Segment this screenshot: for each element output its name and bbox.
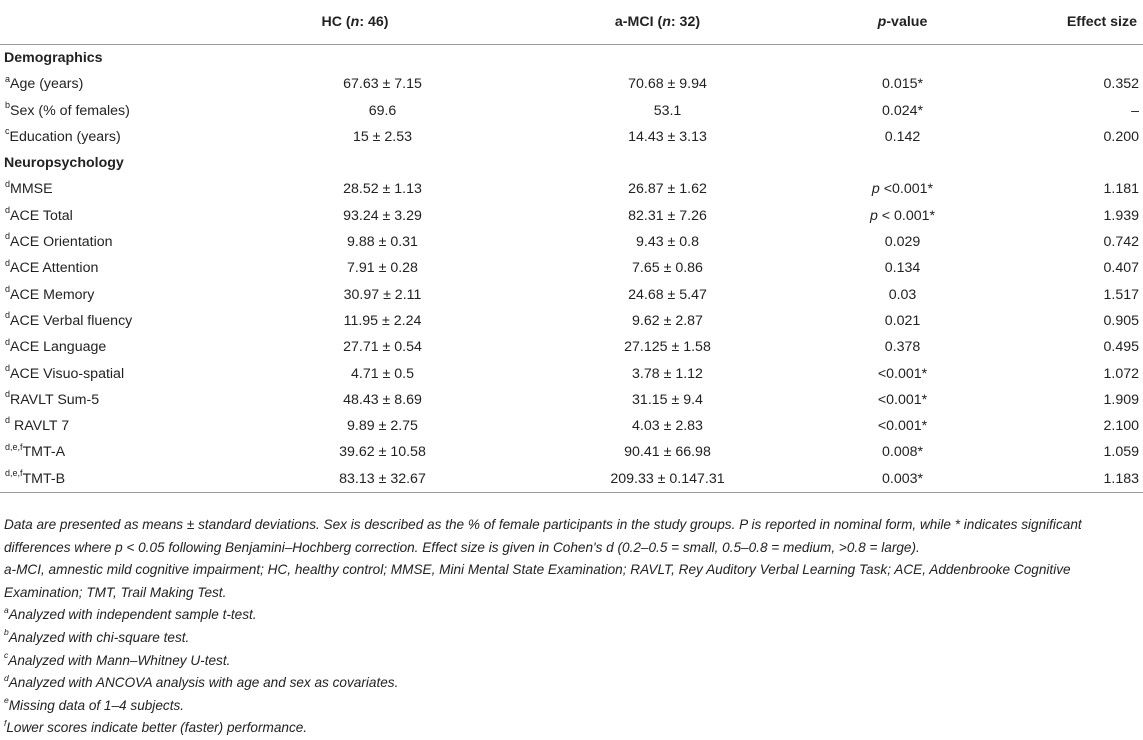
footnote-marker: d (4, 672, 9, 683)
footnote-marker: a (4, 604, 9, 615)
table-row (0, 176, 1143, 202)
row-label (0, 124, 200, 150)
amci-value: 31.15 ± 9.4 (632, 391, 703, 408)
row-label-text: TMT-A (22, 444, 66, 461)
p-value (805, 176, 1000, 202)
footnote-text: Missing data of 1–4 subjects. (8, 697, 185, 713)
row-label (0, 308, 200, 334)
effect-size: 0.495 (1103, 339, 1139, 356)
effect-size: 1.183 (1000, 466, 1143, 493)
row-label-text: ACE Verbal fluency (10, 312, 133, 329)
footnote-note (4, 695, 1140, 718)
row-footnote-marker: a (5, 73, 11, 84)
footnote-note (4, 627, 1140, 650)
effect-size: 0.352 (1103, 76, 1139, 93)
row-label-text: ACE Total (10, 207, 73, 224)
header-amci: a-MCI (n: 32) (510, 0, 805, 45)
row-footnote-marker: d (5, 362, 11, 373)
row-label-text: Sex (% of females) (10, 102, 130, 119)
row-footnote-marker: c (5, 126, 10, 137)
amci-value: 14.43 ± 3.13 (628, 128, 707, 145)
header-p-value: p-value (805, 0, 1000, 45)
p-italic: p (869, 207, 878, 224)
row-footnote-marker: b (5, 99, 11, 110)
table-row (0, 334, 1143, 360)
footnote-text: Analyzed with independent sample t-test. (8, 607, 257, 623)
effect-size: 2.100 (1103, 418, 1139, 435)
p-value (805, 98, 1000, 124)
p-text: <0.001* (877, 391, 928, 408)
table-row (0, 387, 1143, 413)
row-label-text: TMT-B (22, 470, 66, 487)
footnote-note (4, 650, 1140, 673)
effect-size: 1.059 (1103, 444, 1139, 461)
effect-size: 1.072 (1103, 365, 1139, 382)
hc-value: 67.63 ± 7.15 (343, 76, 422, 93)
row-label (0, 98, 200, 124)
effect-size: – (1131, 102, 1139, 119)
effect-size: 1.939 (1103, 207, 1139, 224)
p-text: 0.003* (881, 470, 924, 487)
row-label-text: MMSE (10, 181, 53, 198)
section-title: Neuropsychology (4, 155, 124, 172)
amci-value: 26.87 ± 1.62 (628, 181, 707, 198)
effect-size: 0.905 (1103, 312, 1139, 329)
row-label-text: ACE Language (10, 339, 107, 356)
table-row (0, 124, 1143, 150)
row-label (0, 439, 200, 465)
footnote-note (4, 672, 1140, 695)
p-italic: p (871, 181, 880, 198)
header-hc: HC (n: 46) (200, 0, 510, 45)
hc-value: 27.71 ± 0.54 (343, 339, 422, 356)
table-row (0, 439, 1143, 465)
row-label (0, 466, 200, 493)
table-row (0, 308, 1143, 334)
footnote-note (4, 604, 1140, 627)
table-row (0, 282, 1143, 308)
p-text: 0.134 (884, 260, 921, 277)
hc-value: 39.62 ± 10.58 (339, 444, 426, 461)
p-value (805, 282, 1000, 308)
row-footnote-marker: d (5, 336, 11, 347)
amci-value: 7.65 ± 0.86 (632, 260, 703, 277)
row-footnote-marker: d,e,f (5, 468, 23, 479)
p-text: < 0.001* (877, 207, 936, 224)
p-text: 0.008* (881, 444, 924, 461)
footnote-note (4, 717, 1140, 740)
row-footnote-marker: d (5, 205, 11, 216)
row-footnote-marker: d (5, 257, 11, 268)
p-value (805, 413, 1000, 439)
hc-value: 93.24 ± 3.29 (343, 207, 422, 224)
p-text: 0.378 (884, 339, 921, 356)
footnote-abbreviations: a-MCI, amnestic mild cognitive impairment; HC, healthy control; MMSE, Mini Mental State Examination; RAVLT, Rey Auditory Verbal Learning Task; ACE, Addenbrooke Cognitive Examination; TMT, Trail Making Test. (4, 562, 1071, 600)
row-footnote-marker: d (5, 310, 11, 321)
footnote-main: Data are presented as means ± standard deviations. Sex is described as the % of female participants in the study groups. P is reported in nominal form, while * indicates significant differences where p < 0.05 following Benjamini–Hochberg correction. Effect size is given in Cohen's d (0.2–0.5 = small, 0.5–0.8 = medium, >0.8 = large). (4, 517, 1082, 555)
header-variable (0, 0, 200, 45)
hc-value: 11.95 ± 2.24 (343, 312, 422, 329)
row-label (0, 203, 200, 229)
effect-size: 0.407 (1103, 260, 1139, 277)
section-row (0, 150, 1143, 176)
footnote-text: Lower scores indicate better (faster) performance. (6, 720, 308, 736)
p-text: <0.001* (877, 365, 928, 382)
hc-value: 7.91 ± 0.28 (347, 260, 418, 277)
p-text: <0.001* (879, 181, 934, 198)
row-label-text: RAVLT Sum-5 (10, 391, 100, 408)
p-text: 0.015* (881, 76, 924, 93)
p-text: 0.024* (881, 102, 924, 119)
effect-size: 0.200 (1103, 128, 1139, 145)
p-value (805, 361, 1000, 387)
row-label (0, 71, 200, 97)
row-label (0, 255, 200, 281)
footnote-text: Analyzed with chi-square test. (8, 629, 190, 645)
amci-value: 3.78 ± 1.12 (632, 365, 703, 382)
p-value (805, 255, 1000, 281)
p-value (805, 203, 1000, 229)
table-header-row (0, 0, 1143, 45)
hc-value: 30.97 ± 2.11 (343, 286, 422, 303)
row-label-text: ACE Visuo-spatial (10, 365, 125, 382)
amci-value: 9.62 ± 2.87 (632, 312, 703, 329)
p-value (805, 439, 1000, 465)
row-label (0, 229, 200, 255)
table-row (0, 71, 1143, 97)
p-value (805, 387, 1000, 413)
amci-value: 53.1 (653, 102, 682, 119)
p-text: 0.021 (884, 312, 921, 329)
p-value (805, 124, 1000, 150)
p-text: 0.029 (884, 234, 921, 251)
row-footnote-marker: d,e,f (5, 441, 23, 452)
amci-value: 24.68 ± 5.47 (628, 286, 707, 303)
hc-value: 48.43 ± 8.69 (343, 391, 422, 408)
table-row (0, 361, 1143, 387)
hc-value: 15 ± 2.53 (352, 128, 413, 145)
row-label (0, 413, 200, 439)
row-label (0, 282, 200, 308)
hc-value: 4.71 ± 0.5 (350, 365, 414, 382)
footnote-notes (4, 604, 1140, 740)
amci-value: 4.03 ± 2.83 (632, 418, 703, 435)
effect-size: 1.181 (1103, 181, 1139, 198)
table-body (0, 45, 1143, 493)
table-row (0, 229, 1143, 255)
hc-value: 83.13 ± 32.67 (200, 466, 510, 493)
row-label-text: RAVLT 7 (10, 418, 70, 435)
amci-value: 27.125 ± 1.58 (624, 339, 711, 356)
table-row (0, 203, 1143, 229)
hc-value: 9.89 ± 2.75 (347, 418, 418, 435)
row-label (0, 176, 200, 202)
row-label-text: ACE Orientation (10, 234, 113, 251)
footnote-marker: c (4, 650, 9, 661)
row-label (0, 334, 200, 360)
p-text: <0.001* (877, 418, 928, 435)
effect-size: 1.909 (1103, 391, 1139, 408)
table-row (0, 98, 1143, 124)
table-row (0, 466, 1143, 493)
hc-value: 28.52 ± 1.13 (343, 181, 422, 198)
p-value (805, 308, 1000, 334)
p-value (805, 466, 1000, 493)
p-value (805, 334, 1000, 360)
row-label-text: Education (years) (9, 128, 121, 145)
footnote-marker: b (4, 627, 9, 638)
row-footnote-marker: d (5, 283, 11, 294)
table-row (0, 255, 1143, 281)
row-footnote-marker: d (5, 389, 11, 400)
hc-value: 69.6 (368, 102, 397, 119)
effect-size: 0.742 (1103, 234, 1139, 251)
effect-size: 1.517 (1103, 286, 1139, 303)
row-footnote-marker: d (5, 231, 11, 242)
row-footnote-marker: d (5, 415, 11, 426)
table-footnotes (4, 514, 1140, 740)
p-text: 0.03 (888, 286, 917, 303)
amci-value: 209.33 ± 0.147.31 (510, 466, 805, 493)
amci-value: 82.31 ± 7.26 (628, 207, 707, 224)
row-label-text: ACE Memory (10, 286, 95, 303)
section-row (0, 45, 1143, 72)
row-label (0, 387, 200, 413)
footnote-marker: f (4, 717, 7, 728)
row-footnote-marker: d (5, 178, 11, 189)
footnote-text: Analyzed with Mann–Whitney U-test. (8, 652, 231, 668)
footnote-marker: e (4, 695, 9, 706)
hc-value: 9.88 ± 0.31 (347, 234, 418, 251)
p-value (805, 71, 1000, 97)
header-effect-size: Effect size (1000, 0, 1143, 45)
row-label-text: ACE Attention (10, 260, 99, 277)
row-label (0, 361, 200, 387)
table-row (0, 413, 1143, 439)
amci-value: 90.41 ± 66.98 (624, 444, 711, 461)
amci-value: 9.43 ± 0.8 (635, 234, 699, 251)
row-label-text: Age (years) (10, 76, 84, 93)
p-value (805, 229, 1000, 255)
amci-value: 70.68 ± 9.94 (628, 76, 707, 93)
section-title: Demographics (4, 50, 103, 66)
footnote-text: Analyzed with ANCOVA analysis with age and sex as covariates. (8, 675, 399, 691)
p-text: 0.142 (884, 128, 921, 145)
